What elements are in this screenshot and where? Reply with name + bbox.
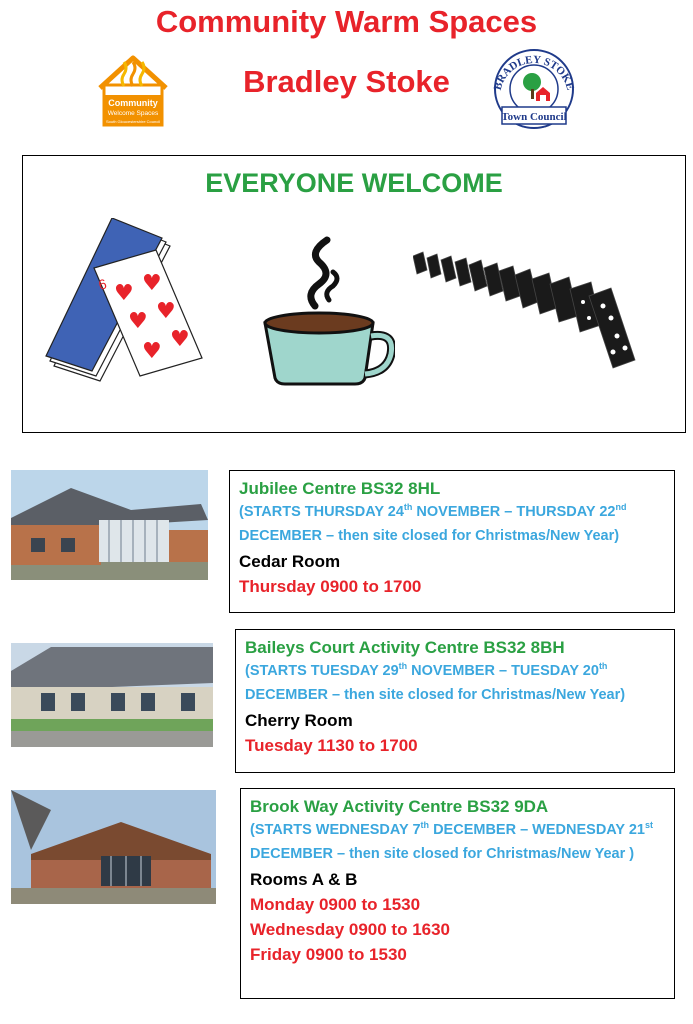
svg-text:6: 6 [96, 275, 109, 293]
welcome-panel [22, 155, 686, 433]
logo-text-community: Community [108, 98, 158, 108]
venue-name: Jubilee Centre BS32 8HL [239, 479, 441, 498]
svg-text:♥: ♥ [114, 281, 134, 306]
logo-ring-text: BRADLEY STOKE [491, 53, 577, 92]
jubilee-centre-photo [11, 470, 208, 580]
svg-text:♥: ♥ [142, 271, 162, 296]
playing-cards-illustration [38, 218, 228, 383]
logo-banner-text: Town Council [501, 111, 567, 123]
venue-name: Baileys Court Activity Centre BS32 8BH [245, 638, 565, 657]
logo-text-welcome-spaces: Welcome Spaces [107, 110, 159, 117]
venue-time: Friday 0900 to 1530 [250, 945, 407, 964]
svg-text:♥: ♥ [128, 309, 148, 334]
venue-room: Cedar Room [239, 552, 341, 571]
baileys-court-photo [11, 643, 213, 747]
page-title: Community Warm Spaces [155, 4, 538, 39]
venue-name: Brook Way Activity Centre BS32 9DA [250, 797, 549, 816]
logo-text-council: South Gloucestershire Council [105, 119, 161, 124]
svg-text:♥: ♥ [170, 327, 190, 352]
venue-room: Rooms A & B [250, 870, 358, 889]
venue-card-brook-way [240, 788, 675, 999]
venue-card-baileys-court [235, 629, 675, 773]
venue-card-jubilee [229, 470, 675, 613]
venue-time: Monday 0900 to 1530 [250, 895, 421, 914]
community-welcome-spaces-logo [92, 54, 174, 128]
hot-drink-cup-illustration [255, 228, 395, 388]
venue-dates: (STARTS THURSDAY 24th NOVEMBER – THURSDAY 22nd DECEMBER – then site closed for Christmas/New Year) [239, 502, 627, 544]
svg-text:♥: ♥ [142, 339, 162, 364]
page-subtitle: Bradley Stoke [243, 64, 450, 99]
venue-time: Tuesday 1130 to 1700 [245, 736, 418, 755]
dominoes-illustration [413, 248, 643, 378]
venue-room: Cherry Room [245, 711, 353, 730]
welcome-title: EVERYONE WELCOME [205, 168, 503, 198]
venue-dates: (STARTS WEDNESDAY 7th DECEMBER – WEDNESDAY 21st DECEMBER – then site closed for Christmas/New Year ) [250, 820, 654, 862]
brook-way-photo [11, 790, 216, 904]
svg-text:♥: ♥ [156, 299, 176, 324]
venue-time: Wednesday 0900 to 1630 [250, 920, 451, 939]
venue-dates: (STARTS TUESDAY 29th NOVEMBER – TUESDAY 20th DECEMBER – then site closed for Christmas/New Year) [245, 661, 626, 703]
bradley-stoke-town-council-logo [488, 47, 580, 131]
venue-time: Thursday 0900 to 1700 [239, 577, 422, 596]
